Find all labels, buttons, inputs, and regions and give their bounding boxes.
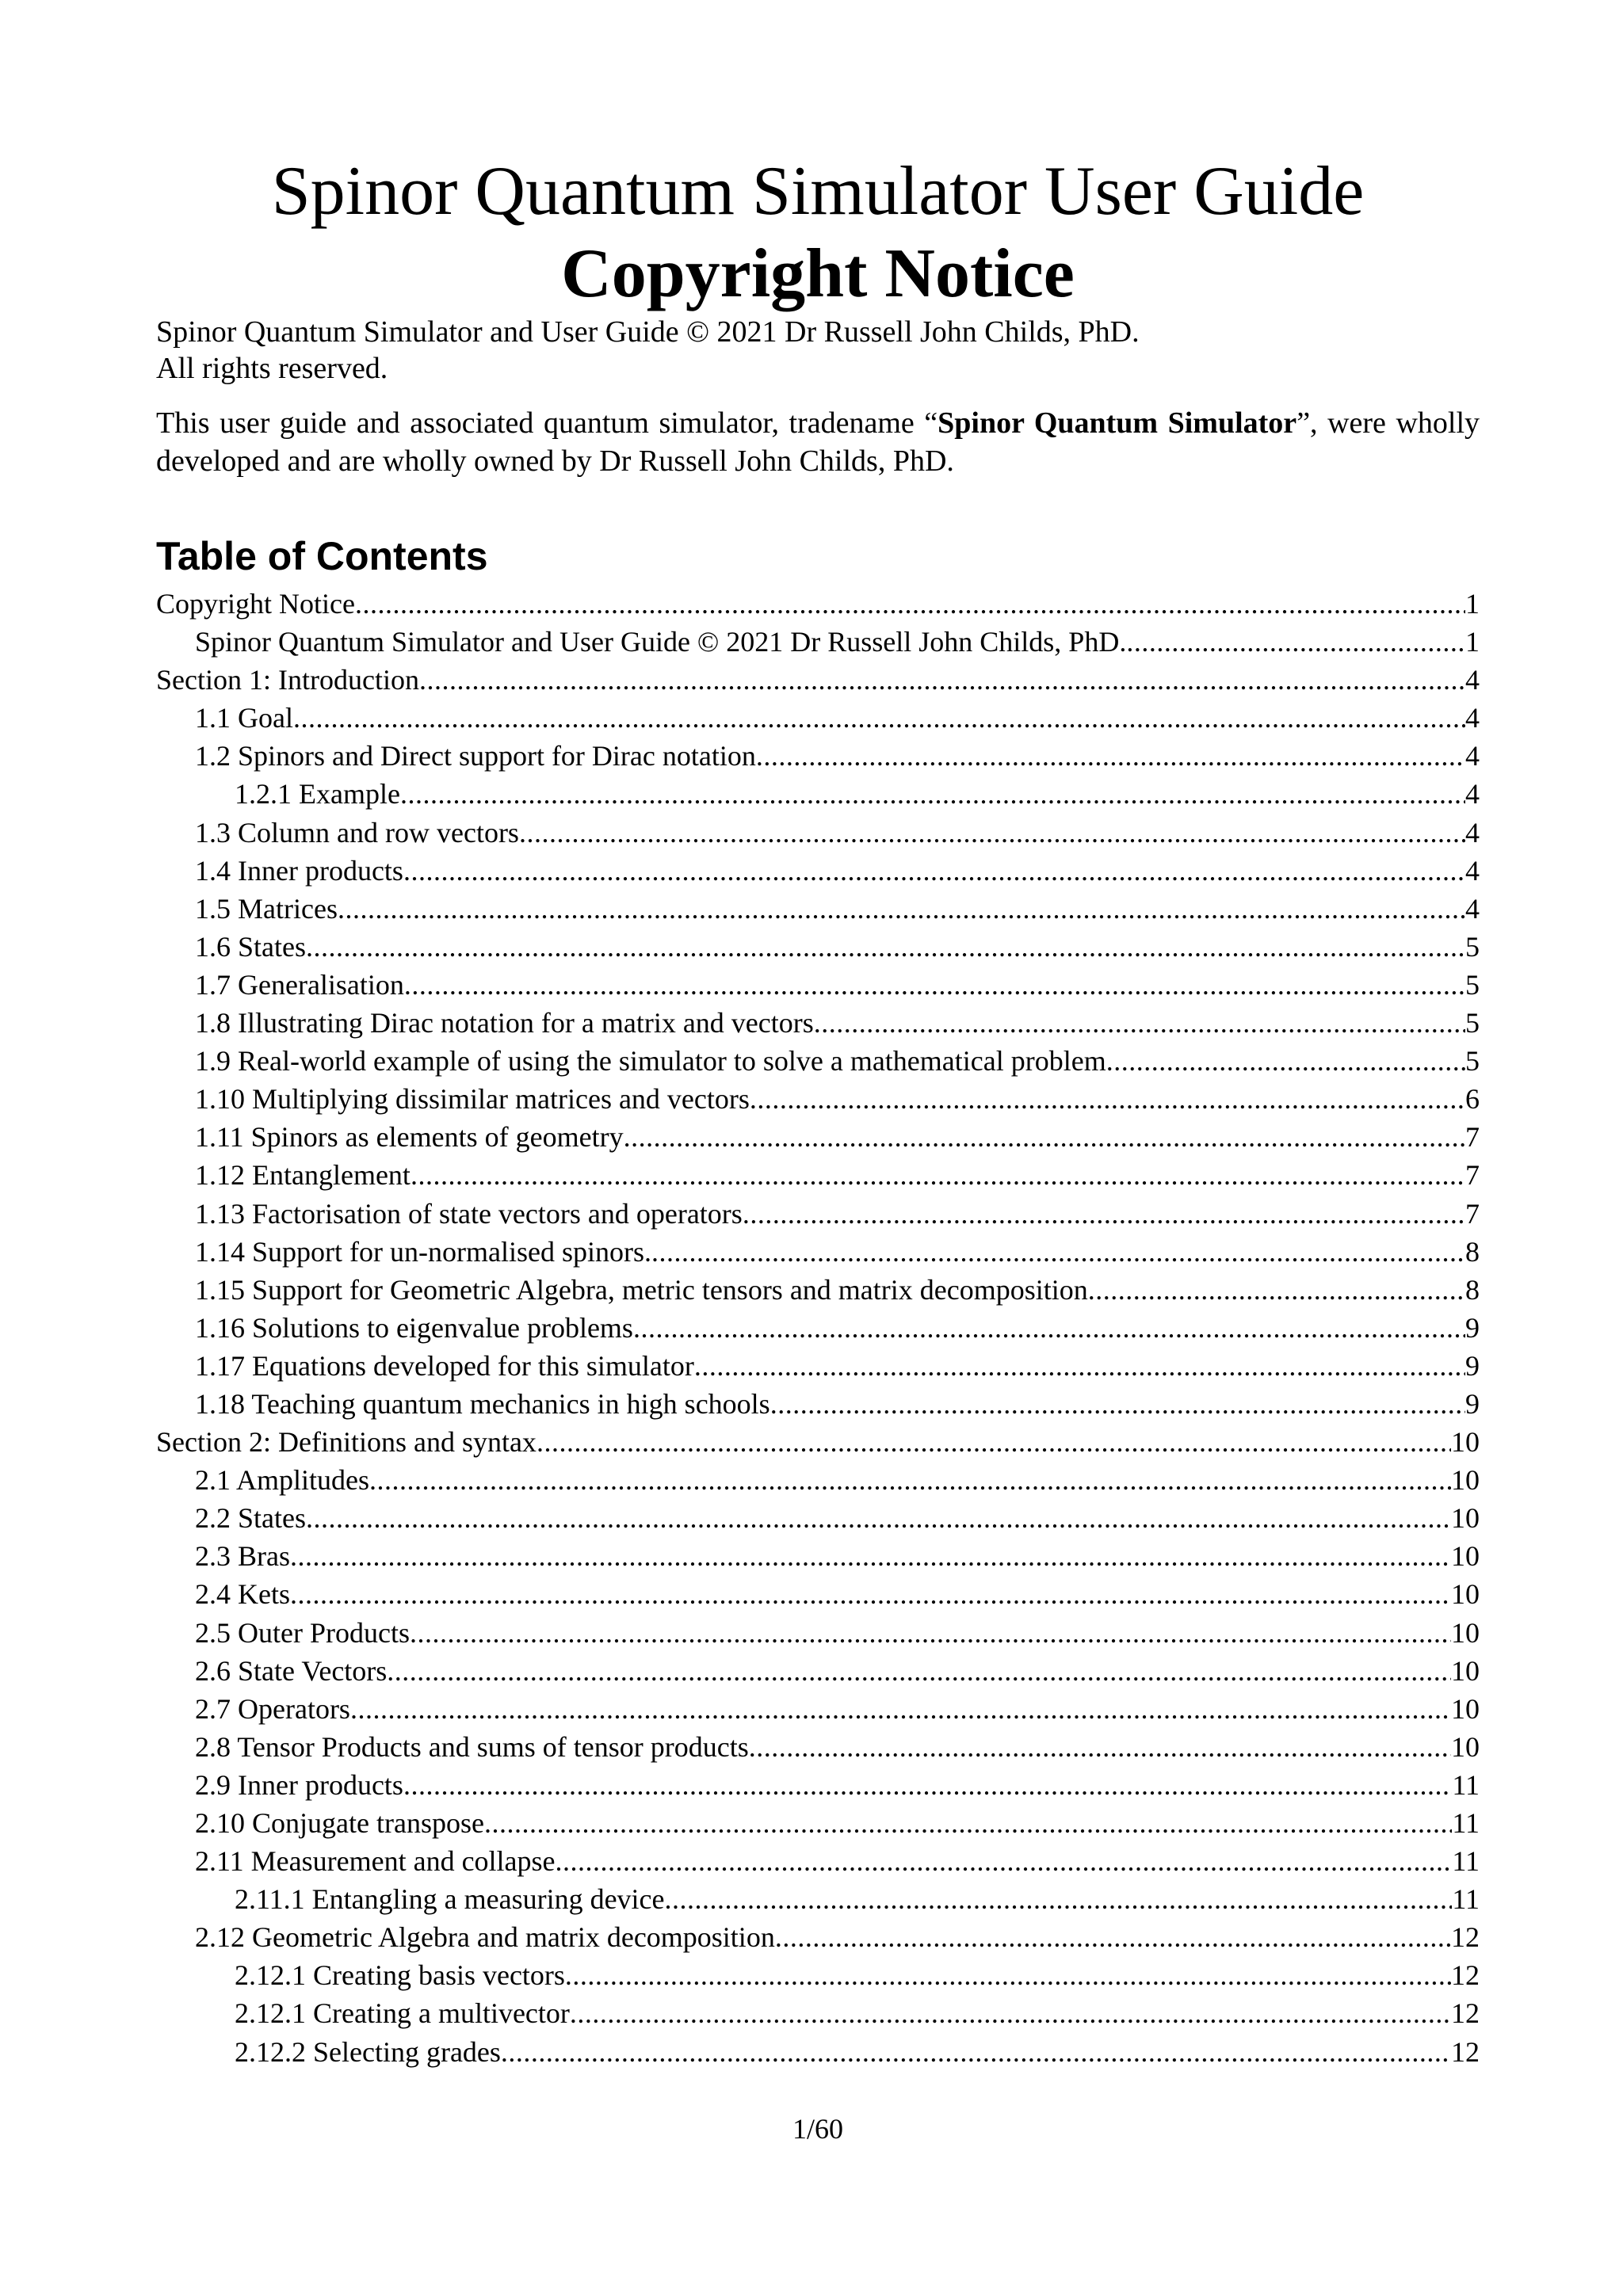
toc-entry-page: 10 <box>1451 1464 1480 1497</box>
toc-entry-title: Copyright Notice <box>156 588 355 620</box>
toc-entry-title: 2.12.1 Creating basis vectors <box>235 1959 565 1992</box>
toc-entry-title: 1.4 Inner products <box>195 854 403 887</box>
toc-entry-page: 11 <box>1452 1845 1480 1878</box>
toc-dot-leader <box>743 1195 1465 1233</box>
toc-entry[interactable] <box>156 2033 1480 2071</box>
toc-entry-title: 1.14 Support for un-normalised spinors. <box>195 1235 651 1268</box>
toc-entry-title: 2.2 States <box>195 1502 306 1535</box>
toc-dot-leader <box>387 1652 1451 1690</box>
toc-dot-leader <box>624 1118 1465 1156</box>
toc-dot-leader <box>501 2033 1451 2071</box>
toc-entry[interactable] <box>156 1994 1480 2032</box>
toc-entry-page: 5 <box>1465 968 1480 1001</box>
toc-entry[interactable] <box>156 1042 1480 1080</box>
document-title: Spinor Quantum Simulator User Guide <box>271 153 1365 230</box>
toc-heading: Table of Contents <box>156 534 488 578</box>
toc-entry-page: 11 <box>1452 1768 1480 1801</box>
toc-entry-page: 10 <box>1451 1426 1480 1459</box>
toc-entry-title: 2.10 Conjugate transpose <box>195 1807 484 1839</box>
toc-entry[interactable] <box>156 1156 1480 1194</box>
toc-entry-page: 4 <box>1465 664 1480 696</box>
toc-dot-leader <box>756 737 1465 775</box>
toc-entry[interactable] <box>156 1918 1480 1956</box>
toc-dot-leader <box>290 1537 1451 1575</box>
toc-entry[interactable] <box>156 814 1480 852</box>
toc-entry[interactable] <box>156 1537 1480 1575</box>
toc-entry[interactable] <box>156 1575 1480 1613</box>
toc-entry-page: 12 <box>1451 1997 1480 2030</box>
toc-entry-title: 1.5 Matrices <box>195 892 338 925</box>
toc-entry-title: 2.9 Inner products <box>195 1768 403 1801</box>
document-page <box>156 0 1480 2296</box>
toc-entry-page: 8 <box>1465 1273 1480 1306</box>
toc-entry[interactable] <box>156 623 1480 661</box>
toc-dot-leader <box>570 1994 1451 2032</box>
toc-entry-page: 10 <box>1451 1578 1480 1611</box>
toc-entry-title: 1.12 Entanglement <box>195 1159 411 1192</box>
toc-entry-page: 6 <box>1465 1083 1480 1116</box>
toc-dot-leader <box>306 1499 1451 1537</box>
toc-dot-leader <box>338 890 1465 928</box>
toc-entry-title: 2.11 Measurement and collapse <box>195 1845 556 1878</box>
toc-entry-title: 1.10 Multiplying dissimilar matrices and vectors <box>195 1083 750 1116</box>
toc-dot-leader <box>306 928 1465 966</box>
toc-entry-page: 9 <box>1465 1387 1480 1420</box>
toc-entry-title: 2.4 Kets <box>195 1578 290 1611</box>
toc-entry[interactable] <box>156 1004 1480 1042</box>
toc-entry-page: 12 <box>1451 1959 1480 1992</box>
toc-entry-page: 5 <box>1465 1007 1480 1039</box>
toc-dot-leader <box>290 1575 1451 1613</box>
toc-entry[interactable] <box>156 1195 1480 1233</box>
toc-entry-page: 4 <box>1465 854 1480 887</box>
toc-dot-leader <box>404 966 1465 1004</box>
toc-entry-title: 2.6 State Vectors <box>195 1654 388 1687</box>
toc-entry[interactable] <box>156 1728 1480 1766</box>
toc-entry[interactable] <box>156 928 1480 966</box>
toc-entry-page: 12 <box>1451 2035 1480 2068</box>
toc-entry-title: 2.8 Tensor Products and sums of tensor products <box>195 1730 749 1763</box>
toc-entry[interactable] <box>156 1080 1480 1118</box>
toc-dot-leader <box>400 775 1465 813</box>
toc-entry[interactable] <box>156 1385 1480 1423</box>
toc-dot-leader <box>633 1309 1465 1347</box>
toc-entry[interactable] <box>156 1423 1480 1461</box>
toc-entry[interactable] <box>156 1614 1480 1652</box>
copyright-line: Spinor Quantum Simulator and User Guide © 2021 Dr Russell John Childs, PhD. <box>156 315 1140 349</box>
toc-dot-leader <box>1126 623 1465 661</box>
toc-entry-title: 1.16 Solutions to eigenvalue problems <box>195 1311 633 1344</box>
toc-entry-title: 1.15 Support for Geometric Algebra, metric tensors and matrix decomposition <box>195 1273 1088 1306</box>
page-number: 1/60 <box>792 2113 843 2145</box>
toc-entry-page: 10 <box>1451 1730 1480 1763</box>
toc-entry[interactable] <box>156 661 1480 699</box>
toc-entry[interactable] <box>156 1652 1480 1690</box>
toc-entry[interactable] <box>156 699 1480 737</box>
toc-entry[interactable] <box>156 1309 1480 1347</box>
toc-entry-page: 10 <box>1451 1540 1480 1573</box>
copyright-notice-heading: Copyright Notice <box>561 235 1075 312</box>
toc-entry-title: 1.17 Equations developed for this simulator <box>195 1349 694 1382</box>
toc-entry-title: Section 2: Definitions and syntax <box>156 1426 537 1459</box>
toc-dot-leader <box>775 1918 1451 1956</box>
toc-entry-page: 4 <box>1465 816 1480 849</box>
toc-entry[interactable] <box>156 890 1480 928</box>
toc-entry-page: 11 <box>1452 1807 1480 1839</box>
toc-entry-page: 4 <box>1465 740 1480 772</box>
ownership-text-start: This user guide and associated quantum simulator, tradename “ <box>156 406 938 440</box>
tradename: Spinor Quantum Simulator <box>938 406 1297 440</box>
ownership-text-end: ”, were wholly developed and are wholly owned by Dr Russell John Childs, PhD. <box>156 406 1480 478</box>
toc-dot-leader <box>1088 1271 1465 1309</box>
toc-entry-page: 9 <box>1465 1349 1480 1382</box>
toc-entry-page: 10 <box>1451 1502 1480 1535</box>
toc-entry-page: 10 <box>1451 1616 1480 1649</box>
toc-entry[interactable] <box>156 775 1480 813</box>
toc-entry[interactable] <box>156 1804 1480 1842</box>
toc-entry[interactable] <box>156 852 1480 890</box>
toc-dot-leader <box>369 1461 1451 1499</box>
toc-entry-page: 4 <box>1465 778 1480 810</box>
toc-dot-leader <box>694 1347 1465 1385</box>
toc-dot-leader <box>411 1156 1465 1194</box>
toc-entry[interactable] <box>156 1499 1480 1537</box>
toc-entry-title: 2.1 Amplitudes <box>195 1464 370 1497</box>
toc-entry-page: 12 <box>1451 1921 1480 1954</box>
toc-entry-title: 2.7 Operators <box>195 1692 350 1725</box>
toc-entry[interactable] <box>156 1233 1480 1271</box>
toc-dot-leader <box>293 699 1465 737</box>
toc-dot-leader <box>651 1233 1465 1271</box>
toc-entry-title: 1.2.1 Example <box>235 778 400 810</box>
toc-dot-leader <box>350 1690 1451 1728</box>
toc-entry-title: 2.12.2 Selecting grades <box>235 2035 501 2068</box>
toc-dot-leader <box>814 1004 1465 1042</box>
toc-dot-leader <box>403 1766 1452 1804</box>
toc-entry-title: 1.1 Goal <box>195 702 293 734</box>
table-of-contents <box>156 585 1480 2071</box>
toc-entry-page: 1 <box>1465 588 1480 620</box>
toc-entry-title: 1.18 Teaching quantum mechanics in high schools <box>195 1387 770 1420</box>
toc-entry[interactable] <box>156 1118 1480 1156</box>
toc-dot-leader <box>419 661 1465 699</box>
toc-dot-leader <box>565 1956 1451 1994</box>
toc-entry[interactable] <box>156 1461 1480 1499</box>
toc-entry-title: 2.3 Bras <box>195 1540 290 1573</box>
toc-dot-leader <box>355 585 1465 623</box>
toc-entry[interactable] <box>156 1690 1480 1728</box>
toc-entry-title: 2.5 Outer Products <box>195 1616 410 1649</box>
toc-entry-page: 10 <box>1451 1654 1480 1687</box>
toc-entry-title: 1.8 Illustrating Dirac notation for a matrix and vectors <box>195 1007 814 1039</box>
toc-dot-leader <box>410 1614 1451 1652</box>
toc-entry-title: 1.13 Factorisation of state vectors and operators <box>195 1197 743 1230</box>
toc-entry-title: 1.2 Spinors and Direct support for Dirac notation <box>195 740 756 772</box>
toc-entry-page: 1 <box>1465 626 1480 658</box>
toc-entry-title: 2.12.1 Creating a multivector <box>235 1997 570 2030</box>
toc-entry-page: 11 <box>1452 1883 1480 1916</box>
toc-entry-page: 4 <box>1465 702 1480 734</box>
toc-entry[interactable] <box>156 1347 1480 1385</box>
toc-entry[interactable] <box>156 1766 1480 1804</box>
toc-entry[interactable] <box>156 585 1480 623</box>
toc-entry[interactable] <box>156 737 1480 775</box>
toc-entry-title: Section 1: Introduction <box>156 664 419 696</box>
ownership-paragraph <box>156 404 1480 480</box>
rights-line: All rights reserved. <box>156 352 388 385</box>
toc-dot-leader <box>556 1842 1453 1880</box>
toc-entry-page: 5 <box>1465 930 1480 963</box>
toc-entry-title: 1.9 Real-world example of using the simulator to solve a mathematical problem <box>195 1045 1106 1077</box>
toc-entry-page: 7 <box>1465 1197 1480 1230</box>
toc-entry-title: 1.6 States <box>195 930 306 963</box>
toc-dot-leader <box>484 1804 1452 1842</box>
toc-entry-title: Spinor Quantum Simulator and User Guide © 2021 Dr Russell John Childs, PhD. <box>195 626 1127 658</box>
toc-dot-leader <box>519 814 1465 852</box>
copyright-statement <box>156 314 1480 387</box>
toc-entry[interactable] <box>156 1880 1480 1918</box>
toc-entry[interactable] <box>156 966 1480 1004</box>
toc-entry[interactable] <box>156 1956 1480 1994</box>
toc-entry[interactable] <box>156 1271 1480 1309</box>
toc-entry-title: 2.12 Geometric Algebra and matrix decomposition <box>195 1921 775 1954</box>
toc-entry-page: 4 <box>1465 892 1480 925</box>
toc-entry-title: 1.11 Spinors as elements of geometry <box>195 1121 624 1154</box>
toc-dot-leader <box>537 1423 1451 1461</box>
toc-entry-page: 5 <box>1465 1045 1480 1077</box>
toc-entry-page: 9 <box>1465 1311 1480 1344</box>
toc-entry[interactable] <box>156 1842 1480 1880</box>
toc-entry-title: 1.7 Generalisation <box>195 968 404 1001</box>
toc-entry-page: 7 <box>1465 1159 1480 1192</box>
toc-dot-leader <box>1106 1042 1465 1080</box>
toc-entry-page: 7 <box>1465 1121 1480 1154</box>
toc-dot-leader <box>403 852 1465 890</box>
toc-entry-title: 1.3 Column and row vectors <box>195 816 519 849</box>
toc-entry-page: 8 <box>1465 1235 1480 1268</box>
toc-dot-leader <box>665 1880 1453 1918</box>
toc-entry-title: 2.11.1 Entangling a measuring device <box>235 1883 665 1916</box>
toc-dot-leader <box>750 1080 1465 1118</box>
toc-dot-leader <box>770 1385 1465 1423</box>
toc-dot-leader <box>749 1728 1451 1766</box>
toc-entry-page: 10 <box>1451 1692 1480 1725</box>
